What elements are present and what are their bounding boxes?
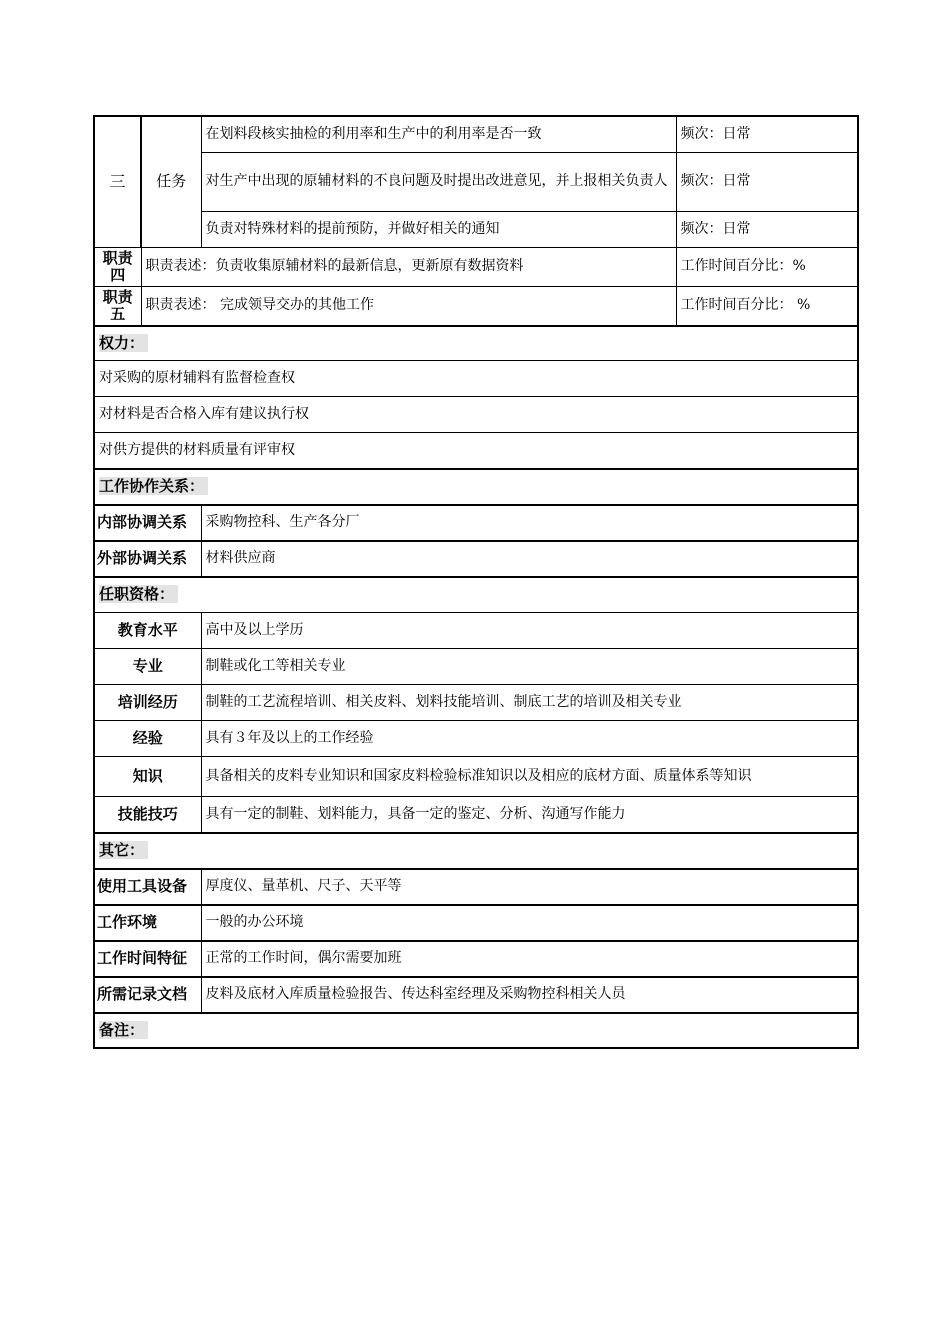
qualification-value: 具有一定的制鞋、划料能力，具备一定的鉴定、分析、沟通写作能力: [201, 797, 858, 833]
task-text: 对生产中出现的原辅材料的不良问题及时提出改进意见，并上报相关负责人: [201, 152, 676, 211]
other-label: 工作环境: [94, 905, 201, 941]
power-item: 对材料是否合格入库有建议执行权: [94, 397, 858, 433]
qualification-value: 制鞋或化工等相关专业: [201, 649, 858, 685]
other-label: 所需记录文档: [94, 977, 201, 1013]
other-value: 一般的办公环境: [201, 905, 858, 941]
power-header-text: 权力：: [99, 334, 148, 352]
job-description-sheet: [93, 115, 857, 1049]
qualification-label: 技能技巧: [94, 797, 201, 833]
other-value: 厚度仪、量革机、尺子、天平等: [201, 869, 858, 905]
duty-five-label-line1: 职责: [102, 287, 133, 306]
task-text: 在划料段核实抽检的利用率和生产中的利用率是否一致: [201, 116, 676, 152]
other-value: 皮料及底材入库质量检验报告、传达科室经理及采购物控科相关人员: [201, 977, 858, 1013]
duty-three-number: 三: [94, 116, 141, 247]
qualification-label: 知识: [94, 757, 201, 797]
duty-four-label: [94, 247, 141, 286]
relation-label: 外部协调关系: [94, 541, 201, 577]
power-item: 对供方提供的材料质量有评审权: [94, 433, 858, 469]
qualification-label: 专业: [94, 649, 201, 685]
relation-label: 内部协调关系: [94, 505, 201, 541]
details-table: [93, 325, 859, 1049]
qualification-value: 具备相关的皮料专业知识和国家皮料检验标准知识以及相应的底材方面、质量体系等知识: [201, 757, 858, 797]
other-value: 正常的工作时间，偶尔需要加班: [201, 941, 858, 977]
other-label: 工作时间特征: [94, 941, 201, 977]
remarks-header-text: 备注：: [99, 1021, 148, 1039]
qualification-label: 教育水平: [94, 613, 201, 649]
qualification-label: 培训经历: [94, 685, 201, 721]
qualification-label: 经验: [94, 721, 201, 757]
power-item: 对采购的原材辅料有监督检查权: [94, 361, 858, 397]
relation-value: 采购物控科、生产各分厂: [201, 505, 858, 541]
qualification-value: 高中及以上学历: [201, 613, 858, 649]
power-section-header: [94, 326, 858, 361]
qualification-value: 制鞋的工艺流程培训、相关皮料、划料技能培训、制底工艺的培训及相关专业: [201, 685, 858, 721]
duty-five-time-percentage: 工作时间百分比： %: [676, 286, 858, 325]
qualifications-header-text: 任职资格：: [99, 585, 178, 603]
task-text: 负责对特殊材料的提前预防，并做好相关的通知: [201, 211, 676, 247]
duty-four-label-line1: 职责: [102, 248, 133, 267]
others-header-text: 其它：: [99, 841, 148, 859]
relations-section-header: [94, 469, 858, 505]
task-frequency: 频次：日常: [676, 152, 858, 211]
duty-five-label-line2: 五: [110, 304, 126, 323]
others-section-header: [94, 833, 858, 869]
task-frequency: 频次：日常: [676, 211, 858, 247]
duty-five-description: 职责表述： 完成领导交办的其他工作: [141, 286, 676, 325]
duty-four-label-line2: 四: [110, 265, 126, 284]
duties-table: [93, 115, 859, 326]
task-frequency: 频次：日常: [676, 116, 858, 152]
duty-five-label: [94, 286, 141, 325]
duty-four-time-percentage: 工作时间百分比：%: [676, 247, 858, 286]
remarks-section-header: [94, 1013, 858, 1048]
duty-three-task-label: 任务: [141, 116, 201, 247]
duty-four-description: 职责表述：负责收集原辅材料的最新信息，更新原有数据资料: [141, 247, 676, 286]
relation-value: 材料供应商: [201, 541, 858, 577]
other-label: 使用工具设备: [94, 869, 201, 905]
relations-header-text: 工作协作关系：: [99, 477, 208, 495]
qualification-value: 具有３年及以上的工作经验: [201, 721, 858, 757]
qualifications-section-header: [94, 577, 858, 613]
